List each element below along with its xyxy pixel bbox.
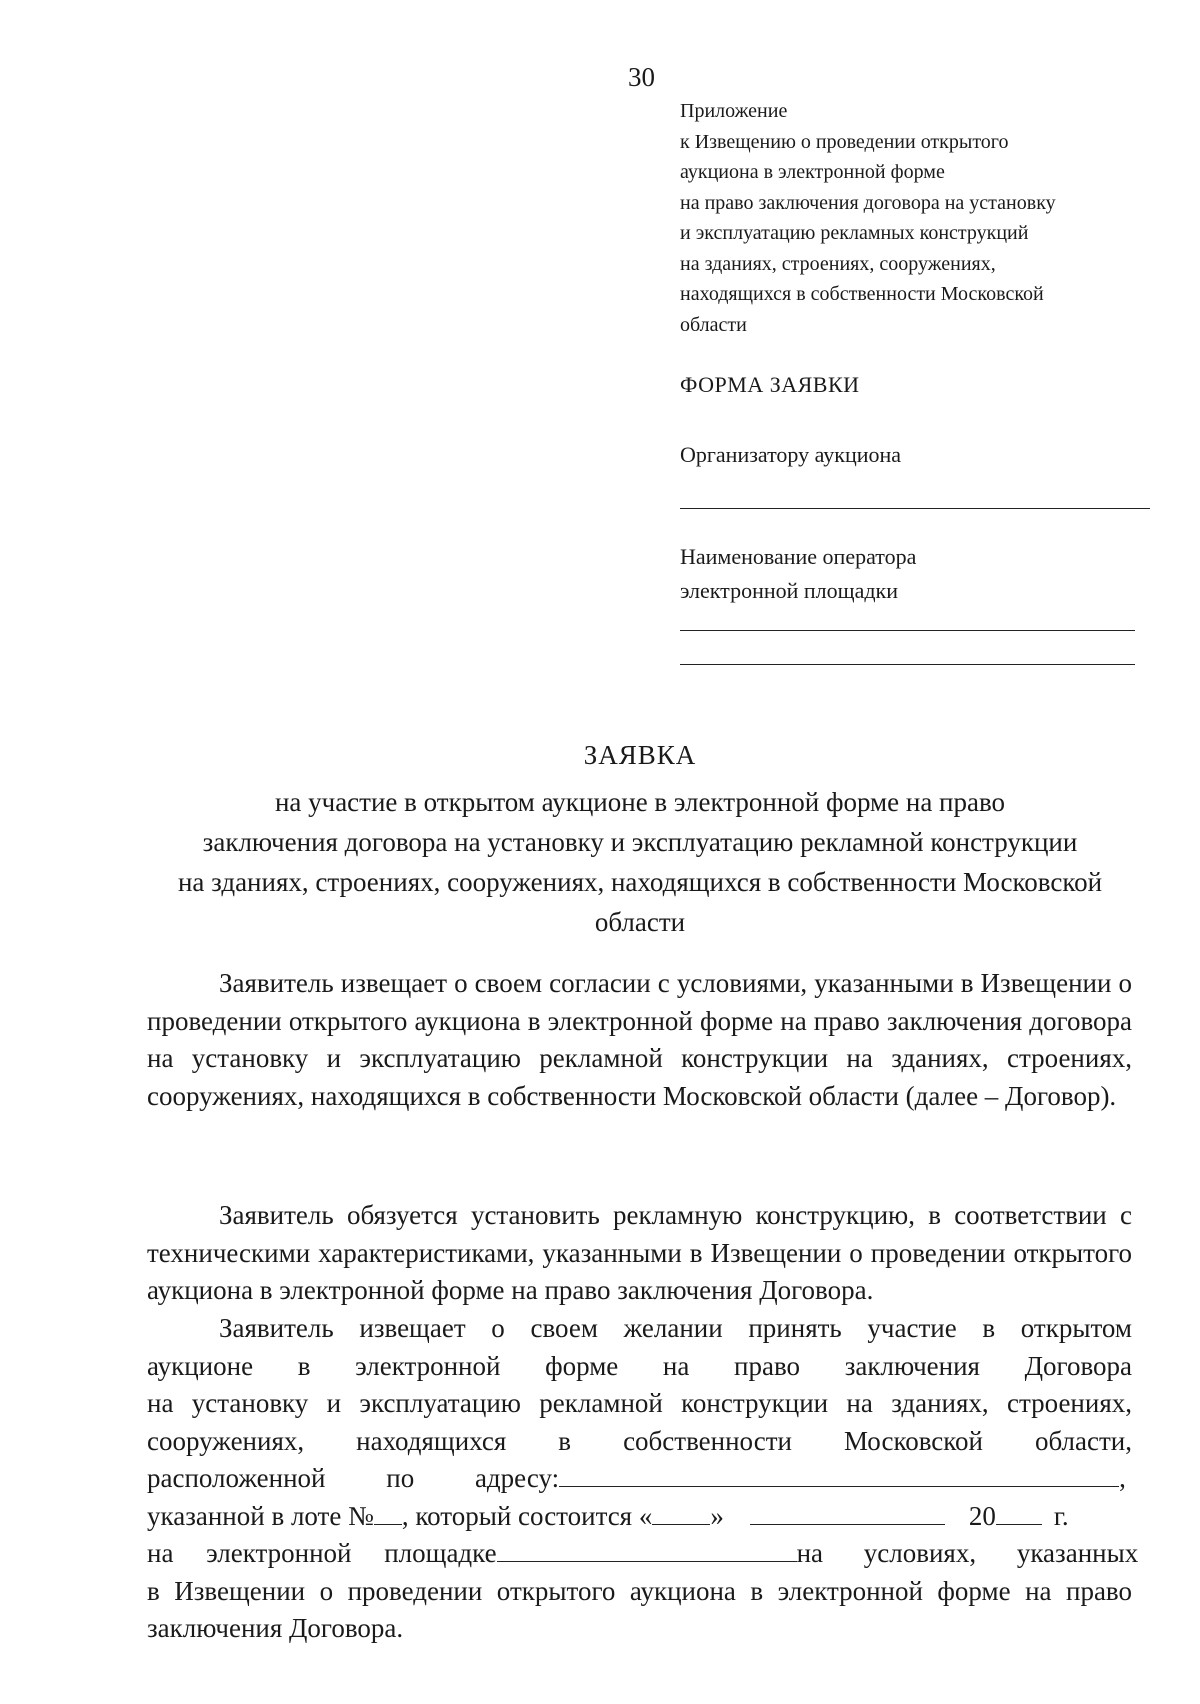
participation-line: аукционе в электронной форме на право заключения Договора [147,1350,1132,1381]
lot-line [147,1498,1132,1536]
appendix-line: Приложение [680,100,788,122]
address-comma: , [1119,1463,1126,1493]
appendix-line: области [680,313,747,336]
page-number: 30 [628,62,655,92]
lot-year-suffix: г. [1053,1500,1069,1531]
lot-month-fill[interactable] [750,1502,945,1525]
appendix-line: аукциона в электронной форме [680,161,945,183]
participation-line: заключения Договора. [147,1613,404,1643]
appendix-line: к Извещению о проведении открытого [680,130,1009,153]
appendix-line: на право заключения договора на установку [680,191,1056,214]
participation-line: сооружениях, находящихся в собственности Московской области, [147,1425,1132,1456]
subtitle-line: заключения договора на установку и эксплуатацию рекламной конструкции [202,827,1078,857]
lot-label: указанной в лоте № [147,1500,374,1531]
operator-fill-line-2[interactable] [680,664,1135,665]
organizer-fill-line[interactable] [680,508,1150,509]
appendix-line: на зданиях, строениях, сооружениях, [680,252,996,275]
subtitle-line: области [594,907,686,937]
appendix-line: и эксплуатацию рекламных конструкций [680,222,1029,244]
paragraph-obligation-text: Заявитель обязуется установить рекламную конструкцию, в соответствии с техническими характеристиками, указанными в Извещении о проведении открытого аукциона в электронной форме на право заключения Договора. [147,1200,1132,1305]
appendix-line: находящихся в собственности Московской [680,283,1044,305]
paragraph-participation [147,1310,1139,1648]
operator-label [680,540,916,608]
lot-held-label: , который состоится « [401,1500,653,1531]
form-title: ФОРМА ЗАЯВКИ [680,372,860,397]
participation-line: в Извещении о проведении открытого аукциона в электронной форме на право [147,1575,1132,1606]
platform-line [147,1535,1139,1573]
platform-conditions: на условиях, указанных [796,1538,1139,1568]
paragraph-obligation [147,1197,1132,1310]
appendix-header [680,96,1160,340]
lot-year-prefix: 20 [968,1500,996,1531]
application-subtitle [140,782,1140,942]
operator-label-line: электронной площадки [680,578,899,603]
lot-year-fill[interactable] [996,1502,1042,1525]
application-title: ЗАЯВКА [583,740,697,770]
organizer-label: Организатору аукциона [680,442,902,467]
paragraph-consent-text: Заявитель извещает о своем согласии с условиями, указанными в Извещении о проведении открытого аукциона в электронной форме на право заключения договора на установку и эксплуатацию рекламной конструкции на зданиях, строениях, сооружениях, находящихся в собственности Московской области (далее – Договор). [147,968,1132,1111]
platform-label: на электронной площадке [147,1538,497,1568]
platform-fill[interactable] [497,1539,797,1562]
address-line [147,1460,1132,1498]
participation-line: Заявитель извещает о своем желании принять участие в открытом [219,1313,1132,1343]
subtitle-line: на участие в открытом аукционе в электронной форме на право [274,787,1006,817]
address-fill[interactable] [559,1464,1119,1487]
participation-line: на установку и эксплуатацию рекламной конструкции на зданиях, строениях, [147,1388,1132,1418]
operator-fill-line-1[interactable] [680,630,1135,631]
address-label: расположенной по адресу: [147,1463,560,1493]
paragraph-consent [147,965,1132,1115]
lot-quote-close: » [710,1500,724,1531]
operator-label-line: Наименование оператора [680,544,917,569]
lot-day-fill[interactable] [652,1502,710,1525]
subtitle-line: на зданиях, строениях, сооружениях, находящихся в собственности Московской [177,867,1103,897]
lot-number-fill[interactable] [374,1502,402,1525]
